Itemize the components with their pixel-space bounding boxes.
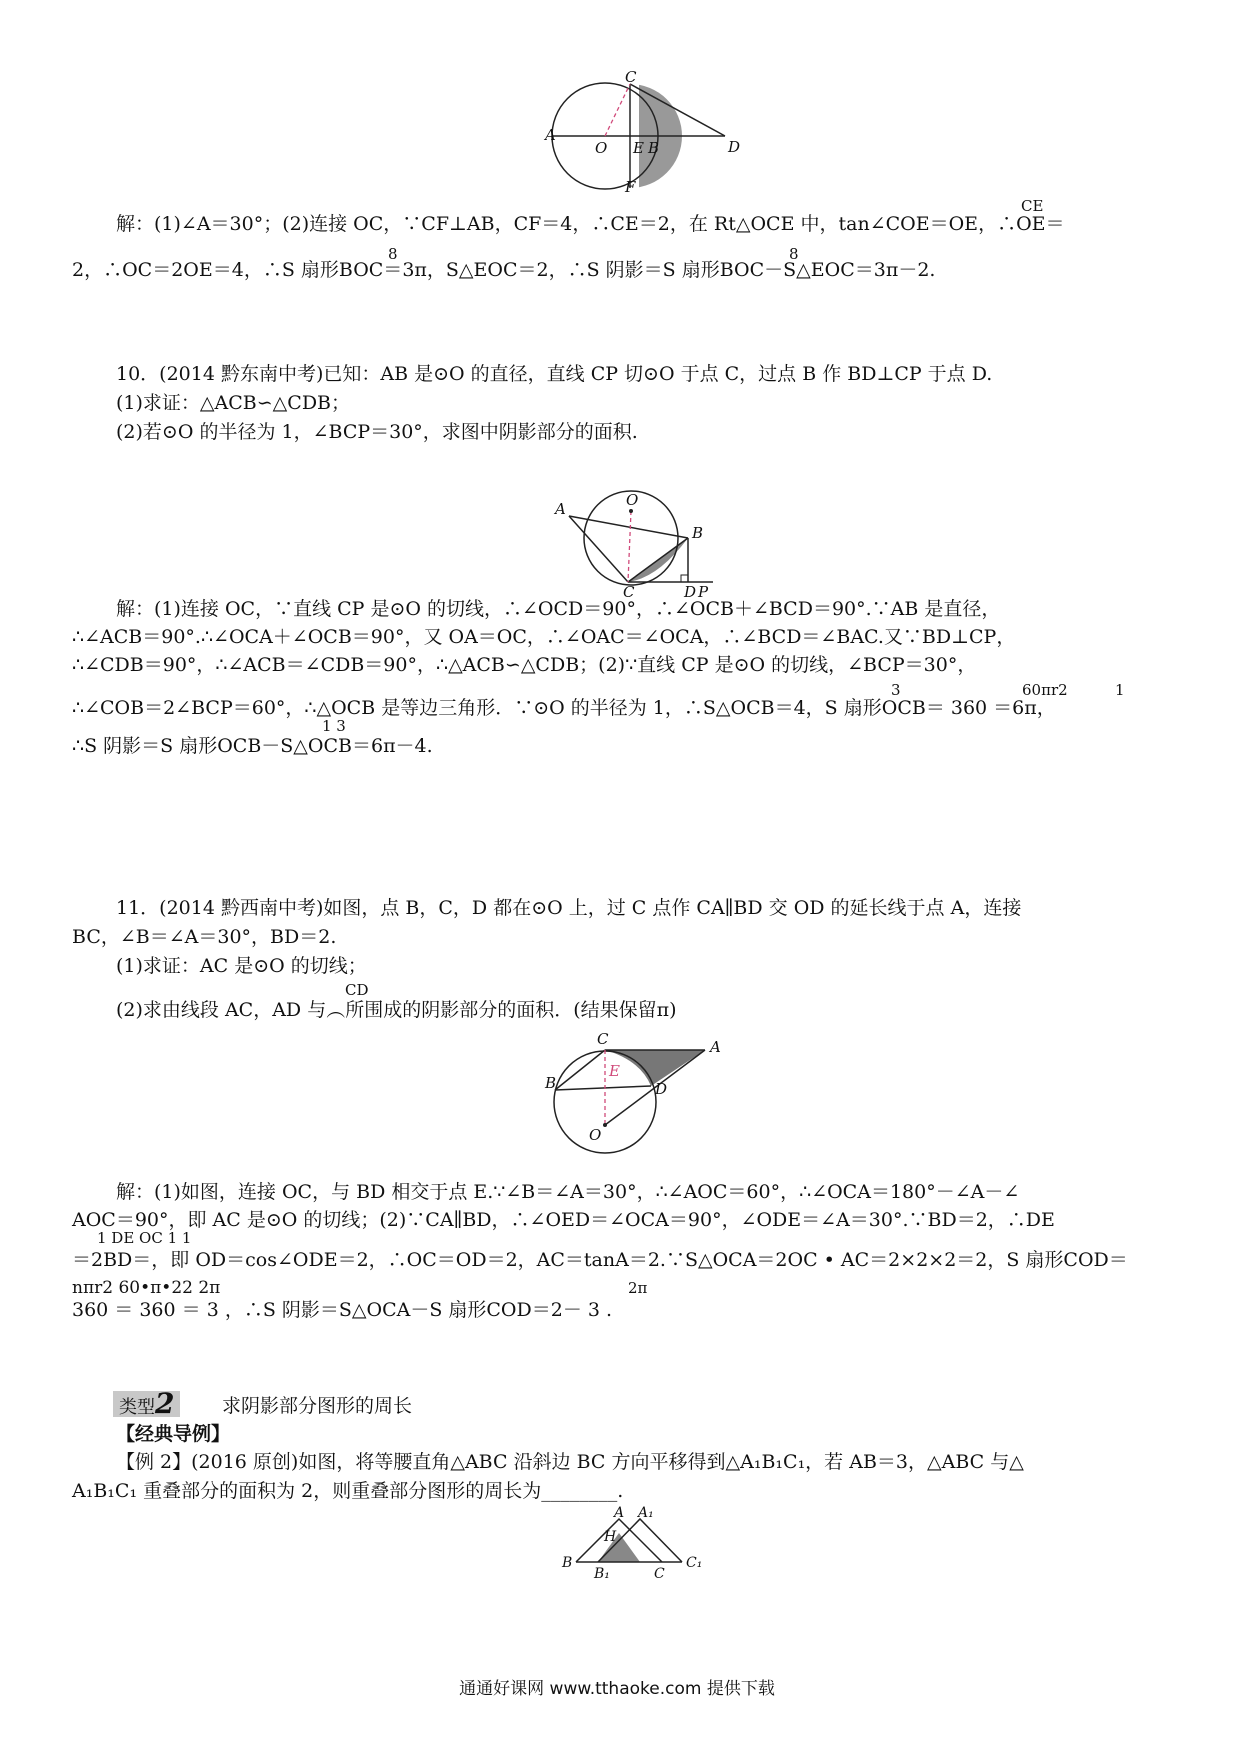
arc-label: CD	[345, 981, 369, 999]
label-A1: A₁	[638, 1505, 654, 1521]
example2-line1: 【例 2】(2016 原创)如图，将等腰直角△ABC 沿斜边 BC 方向平移得到△A₁B₁C₁，若 AB＝3，△ABC 与△	[116, 1451, 1024, 1473]
solution11-line3: ＝2BD＝，即 OD＝cos∠ODE＝2，∴OC＝OD＝2，AC＝tanA＝2.∵S△OCA＝2OC • AC＝2×2×2＝2，S 扇形COD＝	[72, 1249, 1128, 1271]
label-C: C	[623, 583, 635, 601]
label-F: F	[625, 178, 636, 196]
label-B1: B₁	[594, 1566, 610, 1582]
label-D: D	[655, 1080, 668, 1098]
label-A: A	[545, 126, 556, 144]
label-E: E	[633, 139, 644, 157]
fraction-numerator: 3	[891, 681, 901, 699]
label-C1: C₁	[686, 1555, 703, 1571]
question11-line1: 11．(2014 黔西南中考)如图，点 B，C，D 都在⊙O 上，过 C 点作 CA∥BD 交 OD 的延长线于点 A，连接	[116, 897, 1022, 919]
label-H: H	[604, 1529, 617, 1545]
fraction-numerator: 8	[789, 245, 799, 263]
question10-line1: 10．(2014 黔东南中考)已知：AB 是⊙O 的直径，直线 CP 切⊙O 于点 C，过点 B 作 BD⊥CP 于点 D.	[116, 363, 993, 385]
footer-source: 通通好课网 www.tthaoke.com 提供下载	[459, 1679, 775, 1699]
label-C: C	[625, 68, 637, 86]
solution10-line3: ∴∠CDB＝90°，∴∠ACB＝∠CDB＝90°，∴△ACB∽△CDB；(2)∵直线 CP 是⊙O 的切线，∠BCP＝30°，	[72, 654, 977, 676]
label-C: C	[654, 1566, 665, 1582]
label-B: B	[648, 139, 660, 157]
solution10-line5: ∴S 阴影＝S 扇形OCB－S△OCB＝6π－4.	[72, 735, 433, 757]
figure-circle-parallel	[545, 1030, 735, 1170]
question11-line3: (1)求证：AC 是⊙O 的切线；	[116, 955, 367, 977]
label-B: B	[545, 1074, 557, 1092]
solution11-line2: AOC＝90°，即 AC 是⊙O 的切线；(2)∵CA∥BD，∴∠OED＝∠OCA＝90°，∠ODE＝∠A＝30°.∵BD＝2，∴DE	[72, 1209, 1055, 1231]
question11-line2: BC，∠B＝∠A＝30°，BD＝2.	[72, 926, 337, 948]
label-B: B	[692, 524, 704, 542]
fraction-numerator: 8	[388, 245, 398, 263]
fraction-numerator: 60πr2	[1022, 681, 1068, 699]
label-O: O	[595, 139, 608, 157]
figure-circle-ocd	[545, 68, 745, 196]
type2-title: 求阴影部分图形的周长	[222, 1395, 413, 1417]
solution10-line2: ∴∠ACB＝90°.∴∠OCA＋∠OCB＝90°，又 OA＝OC，∴∠OAC＝∠OCA，∴∠BCD＝∠BAC.又∵BD⊥CP，	[72, 626, 1016, 648]
label-O: O	[626, 491, 639, 509]
label-O: O	[589, 1126, 602, 1144]
example2-line2: A₁B₁C₁ 重叠部分的面积为 2，则重叠部分图形的周长为________.	[72, 1480, 624, 1502]
solution10-line4: ∴∠COB＝2∠BCP＝60°，∴△OCB 是等边三角形．∵⊙O 的半径为 1，∴S△OCB＝4，S 扇形OCB＝ 360 ＝6π，	[72, 697, 1056, 719]
label-D: D	[684, 583, 697, 601]
label-A: A	[614, 1505, 625, 1521]
label-P: P	[698, 583, 709, 601]
solution11-line4: nπr2 60•π•22 2π	[72, 1278, 221, 1298]
label-B: B	[562, 1555, 573, 1571]
fraction-numerator: CE	[1021, 197, 1044, 215]
label-D: D	[728, 138, 741, 156]
fraction-numerator: 1 3	[322, 717, 346, 735]
solution9-line1: 解：(1)∠A＝30°；(2)连接 OC，∵CF⊥AB，CF＝4，∴CE＝2，在 Rt△OCE 中，tan∠COE＝OE，∴OE＝	[116, 213, 1065, 235]
label-A: A	[555, 500, 566, 518]
figure-translated-triangles	[558, 1505, 728, 1580]
label-A: A	[710, 1038, 721, 1056]
type-tag: 类型2	[113, 1391, 180, 1417]
solution10-line1: 解：(1)连接 OC，∵直线 CP 是⊙O 的切线，∴∠OCD＝90°，∴∠OCB＋∠BCD＝90°.∵AB 是直径，	[116, 598, 1001, 620]
label-E: E	[609, 1062, 620, 1080]
question11-line4: (2)求由线段 AC，AD 与︵所围成的阴影部分的面积．(结果保留π)	[116, 999, 677, 1021]
fraction-numerator: 1	[1115, 681, 1125, 699]
figure-circle-tangent	[553, 480, 733, 601]
solution11-line1: 解：(1)如图，连接 OC，与 BD 相交于点 E.∵∠B＝∠A＝30°，∴∠AOC＝60°，∴∠OCA＝180°－∠A－∠	[116, 1181, 1020, 1203]
solution11-line5: 360 ＝ 360 ＝ 3 ，∴S 阴影＝S△OCA－S 扇形COD＝2－ 3 .	[72, 1299, 613, 1321]
classic-example-heading: 【经典导例】	[116, 1423, 231, 1445]
solution9-line2: 2，∴OC＝2OE＝4，∴S 扇形BOC＝3π，S△EOC＝2，∴S 阴影＝S 扇形BOC－S△EOC＝3π－2.	[72, 259, 936, 281]
label-C: C	[597, 1030, 609, 1048]
question10-line3: (2)若⊙O 的半径为 1，∠BCP＝30°，求图中阴影部分的面积.	[116, 421, 638, 443]
question10-line2: (1)求证：△ACB∽△CDB；	[116, 392, 351, 414]
fraction-numerators: 1 DE OC 1 1	[97, 1229, 192, 1247]
fraction-numerator: 2π	[628, 1279, 648, 1297]
